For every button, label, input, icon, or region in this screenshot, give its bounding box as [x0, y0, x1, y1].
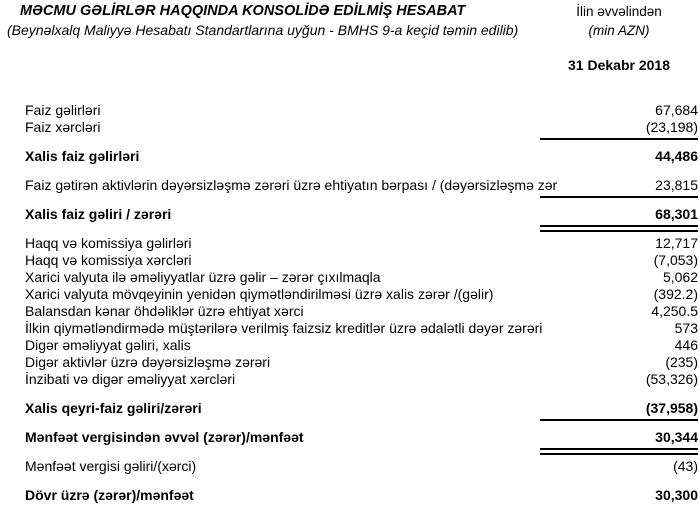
- table-row: [25, 320, 698, 337]
- table-row: [25, 303, 698, 320]
- single-rule: [540, 196, 698, 198]
- column-header-row: [0, 57, 700, 74]
- row-label: Xarici valyuta mövqeyinin yenidən qiymətləndirilməsi üzrə xalis zərər /(gəlir): [25, 286, 494, 302]
- table-row: [25, 400, 698, 417]
- statement-rows: [25, 102, 698, 504]
- row-label: Digər aktivlər üzrə dəyərsizləşmə zərəri: [25, 354, 271, 370]
- row-label: İnzibati və digər əməliyyat xərcləri: [25, 371, 236, 387]
- row-value: 44,486: [655, 148, 698, 164]
- table-row: [25, 177, 698, 194]
- row-value: 68,301: [655, 206, 698, 222]
- row-label: Dövr üzrə (zərər)/mənfəət: [25, 487, 194, 503]
- row-value: (53,326): [645, 371, 698, 387]
- table-row: [25, 206, 698, 223]
- double-rule: [540, 448, 698, 455]
- report-header-right: [540, 3, 698, 39]
- table-row: [25, 235, 698, 252]
- row-value: 30,300: [655, 487, 698, 503]
- row-value: (37,958): [645, 400, 698, 416]
- row-value: 4,250.5: [651, 303, 698, 319]
- row-label: Faiz xərcləri: [25, 119, 101, 135]
- row-value: (43): [673, 458, 698, 474]
- table-row: [25, 119, 698, 136]
- single-rule: [540, 138, 698, 140]
- table-row: [25, 371, 698, 388]
- period-label: İlin əvvəlindən: [576, 4, 662, 19]
- row-value: 5,062: [662, 269, 698, 285]
- row-value: 12,717: [655, 235, 698, 251]
- table-row: [25, 102, 698, 119]
- row-label: Digər əməliyyat gəliri, xalis: [25, 337, 191, 353]
- row-value: (392.2): [653, 286, 698, 302]
- row-label: Xalis qeyri-faiz gəliri/zərəri: [25, 400, 202, 416]
- double-rule: [540, 225, 698, 232]
- row-value: 573: [674, 320, 698, 336]
- row-value: 67,684: [655, 102, 698, 118]
- table-row: [25, 269, 698, 286]
- table-row: [25, 429, 698, 446]
- report-header: [0, 0, 700, 39]
- row-value: (23,198): [645, 119, 698, 135]
- row-label: Xalis faiz gəlirləri: [25, 148, 140, 164]
- row-label: Mənfəət vergisi gəliri/(xərci): [25, 458, 197, 474]
- row-value: (7,053): [653, 252, 698, 268]
- row-label: Mənfəət vergisindən əvvəl (zərər)/mənfəət: [25, 429, 304, 445]
- row-value: 446: [674, 337, 698, 353]
- row-label: Haqq və komissiya gəlirləri: [25, 235, 192, 251]
- row-label: Xalis faiz gəliri / zərəri: [25, 206, 172, 222]
- report-subtitle: (Beynəlxalq Maliyyə Hesabatı Standartlarına uyğun - BMHS 9-a keçid təmin edilib): [7, 22, 519, 38]
- row-value: 30,344: [655, 429, 698, 445]
- row-label: Faiz gətirən aktivlərin dəyərsizləşmə zərəri üzrə ehtiyatın bərpası / (dəyərsizləşmə zər: [25, 177, 558, 193]
- row-label: İlkin qiymətləndirmədə müştərilərə verilmiş faizsiz kreditlər üzrə ədalətli dəyər zərəri: [25, 320, 543, 336]
- table-row: [25, 354, 698, 371]
- table-row: [25, 286, 698, 303]
- row-label: Balansdan kənar öhdəliklər üzrə ehtiyat xərci: [25, 303, 304, 319]
- table-row: [25, 458, 698, 475]
- row-label: Faiz gəlirləri: [25, 102, 101, 118]
- report-header-left: [7, 3, 540, 39]
- row-label: Xarici valyuta ilə əməliyyatlar üzrə gəlir – zərər çıxılmaqla: [25, 269, 381, 285]
- table-row: [25, 337, 698, 354]
- statement-table: [25, 102, 698, 504]
- table-row: [25, 252, 698, 269]
- row-value: (235): [665, 354, 698, 370]
- unit-label: (min AZN): [588, 23, 650, 38]
- single-rule: [540, 419, 698, 421]
- column-date-header: 31 Dekabr 2018: [568, 57, 670, 73]
- table-row: [25, 487, 698, 504]
- row-label: Haqq və komissiya xərcləri: [25, 252, 192, 268]
- table-row: [25, 148, 698, 165]
- row-value: 23,815: [655, 177, 698, 193]
- report-title: MƏCMU GƏLİRLƏR HAQQINDA KONSOLİDƏ EDİLMİŞ HESABAT: [20, 3, 466, 19]
